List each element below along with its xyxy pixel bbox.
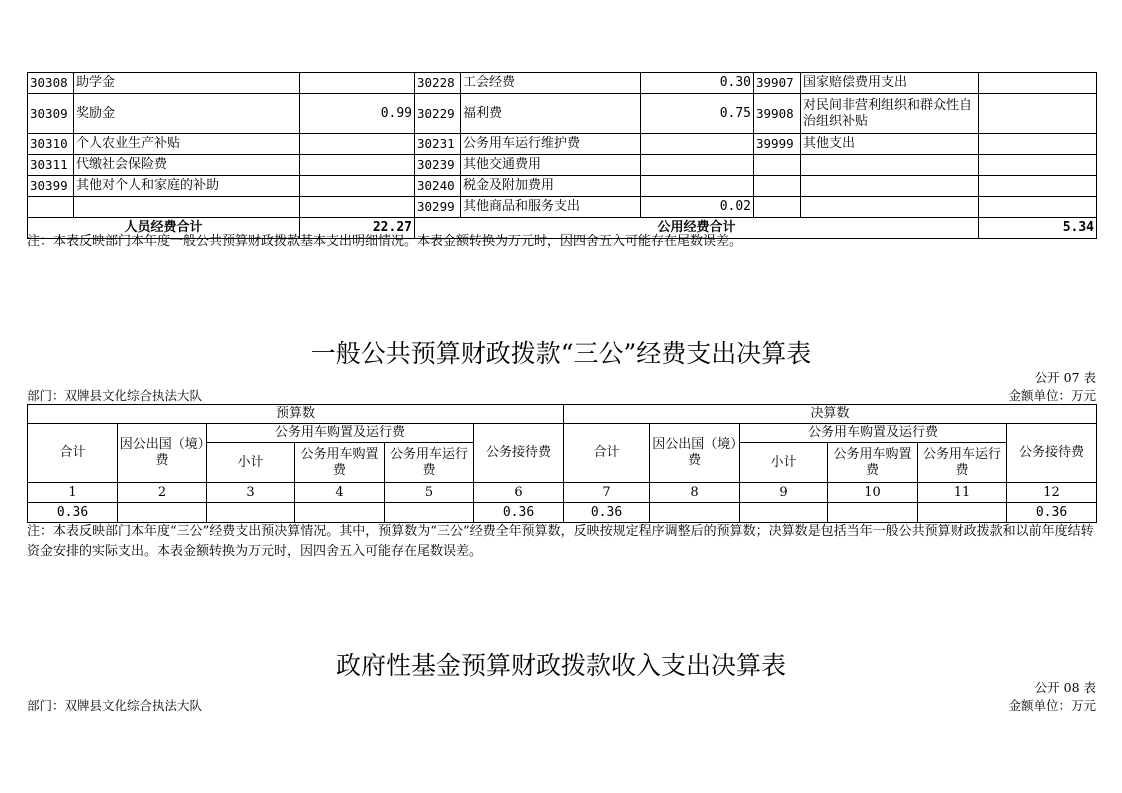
table-cell — [74, 197, 300, 218]
table-cell: 30240 — [415, 176, 461, 197]
value-cell: 0.36 — [564, 503, 650, 523]
table-cell: 对民间非营利组织和群众性自治组织补贴 — [801, 94, 979, 134]
final-car-group-header: 公务用车购置及运行费 — [740, 424, 1007, 443]
personnel-total-value: 22.27 — [300, 218, 415, 239]
table-cell — [754, 197, 801, 218]
table-cell — [300, 134, 415, 155]
table-cell: 30229 — [415, 94, 461, 134]
table-cell — [641, 155, 754, 176]
public-total-value: 5.34 — [979, 218, 1097, 239]
table-cell: 30228 — [415, 73, 461, 94]
table-row — [28, 73, 1097, 94]
final-car-purchase-header: 公务用车购置费 — [828, 443, 918, 483]
table-cell: 其他对个人和家庭的补助 — [74, 176, 300, 197]
table-row — [28, 94, 1097, 134]
three-public-table — [27, 404, 1097, 523]
table-cell: 30311 — [28, 155, 74, 176]
column-number: 3 — [207, 483, 295, 503]
table-cell — [28, 197, 74, 218]
table-row — [28, 197, 1097, 218]
table-cell: 公务用车运行维护费 — [461, 134, 641, 155]
table-cell: 0.75 — [641, 94, 754, 134]
table-cell: 0.30 — [641, 73, 754, 94]
value-cell: 0.36 — [28, 503, 118, 523]
table1-note: 注：本表反映部门本年度一般公共预算财政拨款基本支出明细情况。本表金额转换为万元时，因四舍五入可能存在尾数误差。 — [27, 234, 743, 249]
table-cell — [754, 176, 801, 197]
value-cell — [918, 503, 1007, 523]
table-cell: 福利费 — [461, 94, 641, 134]
sub-header-row — [28, 424, 1097, 443]
table-cell: 30309 — [28, 94, 74, 134]
table-cell — [979, 94, 1097, 134]
table-cell: 30231 — [415, 134, 461, 155]
table-cell: 30299 — [415, 197, 461, 218]
column-number: 7 — [564, 483, 650, 503]
value-cell — [385, 503, 474, 523]
table-cell: 工会经费 — [461, 73, 641, 94]
table-cell: 39908 — [754, 94, 801, 134]
table-row — [28, 176, 1097, 197]
final-reception-header: 公务接待费 — [1007, 424, 1097, 483]
value-cell — [295, 503, 385, 523]
table-cell: 奖励金 — [74, 94, 300, 134]
table2-note: 注：本表反映部门本年度“三公”经费支出预决算情况。其中，预算数为“三公”经费全年预算数，反映按规定程序调整后的预算数；决算数是包括当年一般公共预算财政拨款和以前年度结转资金安排的实际支出。本表金额转换为万元时，因四舍五入可能存在尾数误差。 — [27, 524, 1094, 559]
value-cell — [740, 503, 828, 523]
table-cell: 30399 — [28, 176, 74, 197]
column-number: 1 — [28, 483, 118, 503]
table-row — [28, 155, 1097, 176]
table-cell — [801, 176, 979, 197]
table-cell — [300, 73, 415, 94]
value-cell — [828, 503, 918, 523]
final-car-operation-header: 公务用车运行费 — [918, 443, 1007, 483]
table-cell — [300, 155, 415, 176]
column-number: 11 — [918, 483, 1007, 503]
amount-unit-label-08: 金额单位：万元 — [1008, 698, 1096, 713]
budget-subtotal-header: 小计 — [207, 443, 295, 483]
form-number-08: 公开 08 表 — [1034, 680, 1096, 695]
group-header-row — [28, 405, 1097, 424]
value-cell: 0.36 — [474, 503, 564, 523]
table-cell — [300, 176, 415, 197]
basic-expenditure-table — [27, 72, 1097, 239]
budget-car-group-header: 公务用车购置及运行费 — [207, 424, 474, 443]
table-row — [28, 134, 1097, 155]
column-number: 6 — [474, 483, 564, 503]
table-cell: 0.99 — [300, 94, 415, 134]
table-cell: 30310 — [28, 134, 74, 155]
three-public-title: 一般公共预算财政拨款“三公”经费支出决算表 — [310, 339, 812, 368]
table-cell: 税金及附加费用 — [461, 176, 641, 197]
table-cell: 助学金 — [74, 73, 300, 94]
table-cell: 其他交通费用 — [461, 155, 641, 176]
column-number: 10 — [828, 483, 918, 503]
department-label: 部门：双牌县文化综合执法大队 — [27, 388, 203, 403]
column-number: 5 — [385, 483, 474, 503]
table-cell — [754, 155, 801, 176]
table-cell — [300, 197, 415, 218]
table-cell: 39907 — [754, 73, 801, 94]
value-cell — [118, 503, 207, 523]
table-cell: 30239 — [415, 155, 461, 176]
table-cell — [979, 73, 1097, 94]
final-subtotal-header: 小计 — [740, 443, 828, 483]
table-cell — [801, 155, 979, 176]
amount-unit-label: 金额单位：万元 — [1008, 388, 1096, 403]
table-cell: 代缴社会保险费 — [74, 155, 300, 176]
budget-reception-header: 公务接待费 — [474, 424, 564, 483]
public-total-label: 公用经费合计 — [415, 218, 979, 239]
table-cell — [979, 197, 1097, 218]
budget-header: 预算数 — [28, 405, 564, 424]
budget-car-operation-header: 公务用车运行费 — [385, 443, 474, 483]
budget-total-header: 合计 — [28, 424, 118, 483]
final-header: 决算数 — [564, 405, 1097, 424]
personnel-total-label: 人员经费合计 — [28, 218, 300, 239]
table-cell: 39999 — [754, 134, 801, 155]
column-number: 4 — [295, 483, 385, 503]
department-label-08: 部门：双牌县文化综合执法大队 — [27, 698, 203, 713]
table-cell: 国家赔偿费用支出 — [801, 73, 979, 94]
column-number: 12 — [1007, 483, 1097, 503]
table-cell — [979, 134, 1097, 155]
table-cell — [801, 197, 979, 218]
table-cell: 0.02 — [641, 197, 754, 218]
column-number: 8 — [650, 483, 740, 503]
table-cell: 30308 — [28, 73, 74, 94]
table-cell: 个人农业生产补贴 — [74, 134, 300, 155]
table-cell — [641, 176, 754, 197]
value-cell — [207, 503, 295, 523]
value-cell: 0.36 — [1007, 503, 1097, 523]
form-number-07: 公开 07 表 — [1034, 370, 1096, 385]
table-cell — [979, 176, 1097, 197]
final-total-header: 合计 — [564, 424, 650, 483]
value-cell — [650, 503, 740, 523]
column-number: 9 — [740, 483, 828, 503]
budget-abroad-header: 因公出国（境）费 — [118, 424, 207, 483]
final-abroad-header: 因公出国（境）费 — [650, 424, 740, 483]
column-number-row — [28, 483, 1097, 503]
column-number: 2 — [118, 483, 207, 503]
table-cell: 其他支出 — [801, 134, 979, 155]
table-cell — [979, 155, 1097, 176]
table-cell: 其他商品和服务支出 — [461, 197, 641, 218]
table-cell — [641, 134, 754, 155]
values-row — [28, 503, 1097, 523]
gov-fund-title: 政府性基金预算财政拨款收入支出决算表 — [335, 651, 786, 680]
budget-car-purchase-header: 公务用车购置费 — [295, 443, 385, 483]
